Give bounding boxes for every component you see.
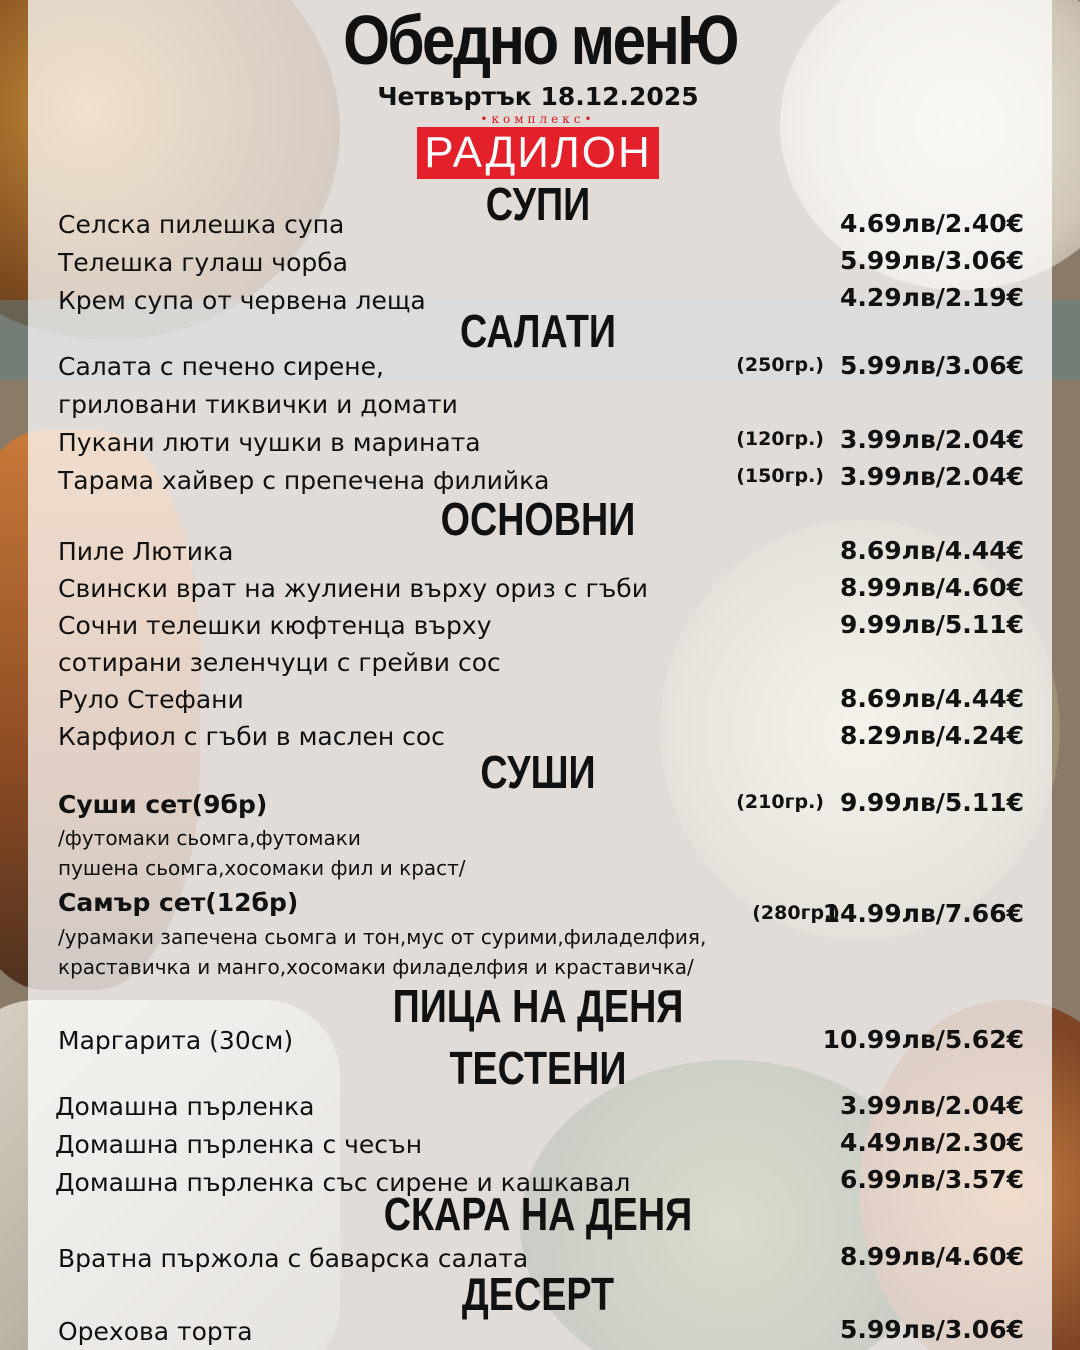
section-title-salads: САЛАТИ <box>459 305 616 357</box>
item-price: 4.29лв/2.19€ <box>839 283 1024 312</box>
section-title-mains: ОСНОВНИ <box>440 493 636 545</box>
menu-item-line2: гриловани тиквички и домати <box>58 390 458 419</box>
item-price: 3.99лв/2.04€ <box>839 425 1024 454</box>
menu-item: Пукани люти чушки в марината <box>58 428 481 457</box>
menu-item: Домашна пърленка <box>55 1092 315 1121</box>
section-title-pastry: ТЕСТЕНИ <box>449 1042 627 1094</box>
item-price: 9.99лв/5.11€ <box>839 788 1024 817</box>
item-price: 8.99лв/4.60€ <box>839 573 1024 602</box>
item-description: /урамаки запечена сьомга и тон,мус от сурими,филаделфия, <box>58 925 707 949</box>
item-weight: (150гр.) <box>736 465 824 487</box>
item-price: 8.69лв/4.44€ <box>839 684 1024 713</box>
item-description: /футомаки сьомга,футомаки <box>58 826 361 850</box>
menu-item: Тарама хайвер с препечена филийка <box>58 466 550 495</box>
menu-date: Четвъртък 18.12.2025 <box>377 82 699 111</box>
item-description: краставичка и манго,хосомаки филаделфия и краставичка/ <box>58 955 694 979</box>
menu-item: Пиле Лютика <box>58 537 234 566</box>
restaurant-logo <box>417 112 659 180</box>
logo-subtitle: •комплекс• <box>480 112 596 126</box>
menu-item: Телешка гулаш чорба <box>58 248 348 277</box>
menu-item: Вратна пържола с баварска салата <box>58 1244 529 1273</box>
menu-item: Маргарита (30см) <box>58 1026 294 1055</box>
item-price: 9.99лв/5.11€ <box>839 610 1024 639</box>
item-price: 8.29лв/4.24€ <box>839 721 1024 750</box>
menu-item: Карфиол с гъби в маслен сос <box>58 722 445 751</box>
item-weight: (250гр.) <box>736 354 824 376</box>
item-price: 14.99лв/7.66€ <box>822 899 1024 928</box>
section-title-sushi: СУШИ <box>480 746 596 798</box>
item-price: 4.49лв/2.30€ <box>839 1128 1024 1157</box>
menu-item: Домашна пърленка със сирене и кашкавал <box>55 1168 631 1197</box>
item-price: 10.99лв/5.62€ <box>822 1025 1024 1054</box>
page-title: Обедно менЮ <box>343 1 737 79</box>
menu-item: Салата с печено сирене, <box>58 352 384 381</box>
item-weight: (210гр.) <box>736 791 824 813</box>
item-price: 5.99лв/3.06€ <box>839 351 1024 380</box>
item-price: 4.69лв/2.40€ <box>839 209 1024 238</box>
menu-item: Домашна пърленка с чесън <box>55 1130 423 1159</box>
menu-item: Орехова торта <box>58 1317 253 1346</box>
item-price: 5.99лв/3.06€ <box>839 1315 1024 1344</box>
menu-item: Свински врат на жулиени върху ориз с гъби <box>58 574 648 603</box>
section-title-dessert: ДЕСЕРТ <box>461 1268 615 1320</box>
logo-name: РАДИЛОН <box>417 127 659 179</box>
menu-item: Крем супа от червена леща <box>58 286 426 315</box>
item-weight: (120гр.) <box>736 428 824 450</box>
item-price: 3.99лв/2.04€ <box>839 462 1024 491</box>
item-description: пушена сьомга,хосомаки фил и краст/ <box>58 856 466 880</box>
item-price: 8.69лв/4.44€ <box>839 536 1024 565</box>
item-weight: (280гр.) <box>752 902 840 924</box>
menu-item: Самър сет(12бр) <box>58 888 299 917</box>
menu-item: Суши сет(9бр) <box>58 790 268 819</box>
section-title-grill: СКАРА НА ДЕНЯ <box>383 1188 693 1240</box>
item-price: 3.99лв/2.04€ <box>839 1091 1024 1120</box>
section-title-soups: СУПИ <box>485 178 591 230</box>
menu-item: Селска пилешка супа <box>58 210 345 239</box>
item-price: 6.99лв/3.57€ <box>839 1165 1024 1194</box>
menu-item: Сочни телешки кюфтенца върху <box>58 611 492 640</box>
item-price: 5.99лв/3.06€ <box>839 246 1024 275</box>
menu-item: Руло Стефани <box>58 685 244 714</box>
menu-item-line2: сотирани зеленчуци с грейви сос <box>58 648 501 677</box>
item-price: 8.99лв/4.60€ <box>839 1242 1024 1271</box>
section-title-pizza: ПИЦА НА ДЕНЯ <box>392 980 684 1032</box>
